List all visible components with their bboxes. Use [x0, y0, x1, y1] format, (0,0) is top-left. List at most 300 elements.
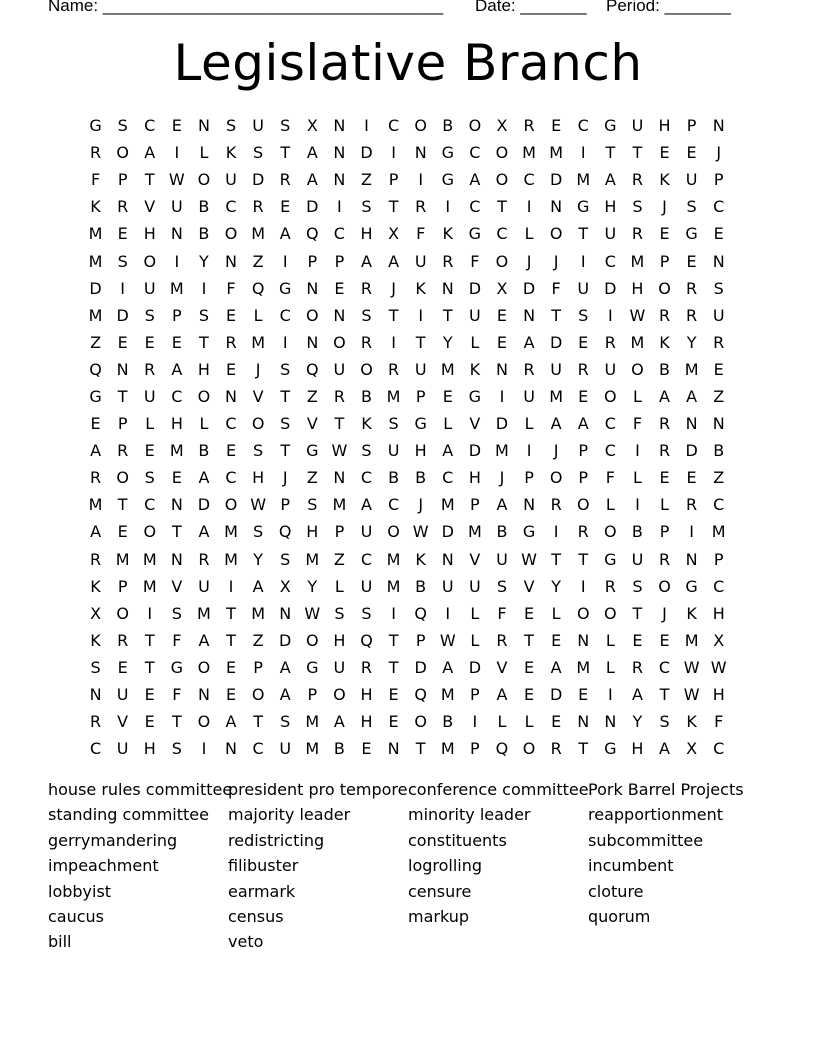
grid-letter[interactable]: P	[280, 495, 291, 515]
grid-letter[interactable]: P	[117, 170, 128, 190]
grid-letter[interactable]: V	[469, 549, 481, 569]
grid-letter[interactable]: I	[391, 332, 396, 352]
grid-letter[interactable]: N	[279, 603, 292, 623]
grid-letter[interactable]: N	[333, 116, 346, 136]
grid-letter[interactable]: X	[496, 278, 508, 298]
grid-letter[interactable]: S	[388, 414, 399, 434]
grid-letter[interactable]: E	[659, 630, 670, 650]
grid-letter[interactable]: E	[686, 468, 697, 488]
grid-letter[interactable]: N	[333, 170, 346, 190]
grid-letter[interactable]: R	[89, 549, 102, 569]
grid-letter[interactable]: G	[170, 657, 184, 677]
grid-letter[interactable]: J	[716, 143, 722, 163]
grid-letter[interactable]: N	[441, 278, 454, 298]
grid-letter[interactable]: R	[631, 170, 643, 190]
grid-letter[interactable]: I	[201, 739, 207, 759]
grid-letter[interactable]: A	[333, 712, 345, 732]
grid-letter[interactable]: L	[470, 630, 480, 650]
grid-letter[interactable]: Z	[361, 170, 372, 190]
grid-letter[interactable]: I	[418, 305, 424, 325]
grid-letter[interactable]: G	[685, 576, 698, 596]
grid-letter[interactable]: T	[171, 712, 182, 732]
grid-letter[interactable]: U	[604, 224, 617, 244]
grid-letter[interactable]: U	[523, 386, 535, 406]
grid-letter[interactable]: O	[116, 603, 129, 623]
grid-letter[interactable]: T	[117, 386, 128, 406]
grid-letter[interactable]: D	[279, 630, 292, 650]
grid-letter[interactable]: I	[337, 197, 342, 217]
grid-letter[interactable]: C	[387, 495, 400, 515]
grid-letter[interactable]: P	[659, 522, 670, 542]
grid-letter[interactable]: F	[416, 224, 426, 244]
grid-letter[interactable]: T	[632, 143, 643, 163]
grid-letter[interactable]: S	[361, 305, 372, 325]
grid-letter[interactable]: S	[280, 116, 291, 136]
grid-letter[interactable]: T	[280, 441, 291, 461]
grid-letter[interactable]: T	[171, 522, 182, 542]
grid-letter[interactable]: F	[226, 278, 236, 298]
grid-letter[interactable]: M	[440, 359, 455, 379]
grid-letter[interactable]: E	[659, 143, 670, 163]
grid-letter[interactable]: S	[90, 657, 101, 677]
grid-letter[interactable]: O	[387, 522, 400, 542]
grid-letter[interactable]: O	[658, 576, 671, 596]
grid-letter[interactable]: Z	[306, 468, 318, 488]
grid-letter[interactable]: D	[685, 441, 698, 461]
grid-letter[interactable]: O	[224, 495, 238, 515]
grid-letter[interactable]: N	[523, 495, 536, 515]
grid-letter[interactable]: S	[198, 305, 209, 325]
grid-letter[interactable]: S	[578, 305, 589, 325]
grid-letter[interactable]: C	[604, 441, 616, 461]
grid-letter[interactable]: T	[578, 549, 589, 569]
grid-letter[interactable]: U	[143, 278, 156, 298]
grid-letter[interactable]: E	[713, 359, 724, 379]
grid-letter[interactable]: K	[225, 143, 237, 163]
grid-letter[interactable]: B	[198, 197, 210, 217]
grid-letter[interactable]: E	[361, 739, 372, 759]
grid-letter[interactable]: N	[685, 549, 698, 569]
grid-letter[interactable]: O	[604, 386, 617, 406]
grid-letter[interactable]: W	[683, 685, 700, 705]
grid-letter[interactable]: O	[604, 522, 617, 542]
grid-letter[interactable]: A	[442, 441, 454, 461]
grid-letter[interactable]: T	[226, 603, 236, 623]
grid-letter[interactable]: C	[387, 116, 400, 136]
grid-letter[interactable]: M	[305, 712, 320, 732]
grid-letter[interactable]: A	[686, 386, 698, 406]
grid-letter[interactable]: S	[253, 522, 264, 542]
grid-letter[interactable]: C	[577, 116, 589, 136]
grid-letter[interactable]: R	[658, 305, 671, 325]
grid-letter[interactable]: H	[360, 712, 373, 732]
grid-letter[interactable]: M	[386, 576, 401, 596]
grid-letter[interactable]: R	[550, 739, 562, 759]
grid-letter[interactable]: P	[334, 522, 345, 542]
grid-letter[interactable]: M	[576, 170, 591, 190]
grid-letter[interactable]: N	[550, 197, 563, 217]
grid-letter[interactable]: U	[469, 576, 481, 596]
grid-letter[interactable]: N	[170, 224, 183, 244]
grid-letter[interactable]: R	[89, 468, 102, 488]
grid-letter[interactable]: G	[89, 116, 102, 136]
grid-letter[interactable]: I	[418, 170, 424, 190]
grid-letter[interactable]: R	[577, 522, 589, 542]
grid-letter[interactable]: A	[523, 332, 535, 352]
grid-letter[interactable]: I	[364, 116, 369, 136]
grid-letter[interactable]: T	[253, 712, 263, 732]
grid-letter[interactable]: E	[117, 657, 128, 677]
grid-letter[interactable]: I	[635, 495, 640, 515]
grid-letter[interactable]: N	[685, 414, 698, 434]
grid-letter[interactable]: X	[279, 576, 291, 596]
grid-letter[interactable]: V	[252, 386, 264, 406]
grid-letter[interactable]: R	[686, 305, 698, 325]
grid-letter[interactable]: M	[88, 224, 103, 244]
grid-letter[interactable]: C	[279, 305, 291, 325]
grid-letter[interactable]: U	[414, 359, 427, 379]
grid-letter[interactable]: B	[631, 522, 643, 542]
grid-letter[interactable]: E	[551, 116, 562, 136]
grid-letter[interactable]: D	[468, 441, 482, 461]
grid-letter[interactable]: E	[551, 630, 562, 650]
grid-letter[interactable]: B	[713, 441, 725, 461]
grid-letter[interactable]: I	[526, 197, 532, 217]
grid-letter[interactable]: E	[144, 332, 155, 352]
grid-letter[interactable]: C	[604, 251, 616, 271]
grid-letter[interactable]: W	[629, 305, 646, 325]
grid-letter[interactable]: R	[686, 278, 698, 298]
grid-letter[interactable]: O	[576, 603, 590, 623]
grid-letter[interactable]: I	[635, 441, 640, 461]
grid-letter[interactable]: W	[710, 657, 727, 677]
grid-letter[interactable]: M	[224, 522, 238, 542]
grid-letter[interactable]: D	[495, 414, 509, 434]
grid-letter[interactable]: M	[251, 603, 266, 623]
grid-letter[interactable]: O	[116, 143, 129, 163]
grid-letter[interactable]: I	[445, 197, 451, 217]
grid-letter[interactable]: U	[414, 251, 427, 271]
grid-letter[interactable]: T	[144, 657, 155, 677]
grid-letter[interactable]: A	[388, 251, 400, 271]
grid-letter[interactable]: R	[360, 332, 373, 352]
grid-letter[interactable]: Q	[360, 630, 373, 650]
grid-letter[interactable]: C	[496, 224, 508, 244]
grid-letter[interactable]: O	[197, 657, 211, 677]
grid-letter[interactable]: L	[199, 414, 209, 434]
grid-letter[interactable]: I	[391, 143, 396, 163]
grid-letter[interactable]: J	[553, 441, 559, 461]
grid-letter[interactable]: D	[549, 685, 563, 705]
grid-letter[interactable]: O	[143, 251, 157, 271]
grid-letter[interactable]: A	[144, 143, 156, 163]
grid-letter[interactable]: A	[279, 224, 291, 244]
grid-letter[interactable]: A	[361, 495, 372, 515]
grid-letter[interactable]: O	[197, 170, 211, 190]
grid-letter[interactable]: X	[713, 630, 725, 650]
grid-letter[interactable]: C	[144, 116, 156, 136]
grid-letter[interactable]: T	[388, 630, 399, 650]
grid-letter[interactable]: M	[711, 522, 726, 542]
grid-letter[interactable]: T	[551, 305, 562, 325]
grid-letter[interactable]: T	[605, 143, 616, 163]
grid-letter[interactable]: U	[631, 549, 644, 569]
grid-letter[interactable]: N	[495, 359, 508, 379]
grid-letter[interactable]: I	[282, 251, 288, 271]
grid-letter[interactable]: T	[497, 197, 507, 217]
grid-letter[interactable]: U	[170, 197, 183, 217]
grid-letter[interactable]: O	[604, 603, 617, 623]
grid-letter[interactable]: R	[658, 549, 671, 569]
grid-letter[interactable]: U	[116, 685, 129, 705]
grid-letter[interactable]: E	[551, 712, 562, 732]
grid-letter[interactable]: E	[171, 116, 182, 136]
grid-letter[interactable]: P	[470, 495, 480, 515]
grid-letter[interactable]: T	[415, 739, 426, 759]
grid-letter[interactable]: T	[144, 170, 155, 190]
grid-letter[interactable]: S	[171, 603, 182, 623]
grid-letter[interactable]: G	[468, 386, 482, 406]
grid-letter[interactable]: N	[333, 143, 346, 163]
grid-letter[interactable]: S	[632, 576, 643, 596]
grid-letter[interactable]: P	[659, 251, 670, 271]
grid-letter[interactable]: P	[524, 468, 534, 488]
grid-letter[interactable]: A	[361, 251, 372, 271]
grid-letter[interactable]: L	[253, 305, 263, 325]
grid-letter[interactable]: T	[144, 630, 155, 650]
grid-letter[interactable]: R	[523, 359, 535, 379]
grid-letter[interactable]: K	[442, 224, 454, 244]
grid-letter[interactable]: H	[170, 414, 183, 434]
grid-letter[interactable]: O	[197, 712, 211, 732]
grid-letter[interactable]: L	[551, 603, 561, 623]
grid-letter[interactable]: Y	[253, 549, 263, 569]
grid-letter[interactable]: U	[333, 657, 346, 677]
grid-letter[interactable]: M	[332, 495, 347, 515]
grid-letter[interactable]: C	[469, 143, 481, 163]
grid-letter[interactable]: W	[439, 630, 456, 650]
grid-letter[interactable]: P	[578, 468, 589, 488]
grid-letter[interactable]: E	[686, 143, 697, 163]
grid-letter[interactable]: G	[441, 170, 454, 190]
grid-letter[interactable]: S	[171, 739, 182, 759]
grid-letter[interactable]: B	[198, 441, 210, 461]
grid-letter[interactable]: T	[659, 685, 670, 705]
grid-letter[interactable]: T	[524, 630, 534, 650]
grid-letter[interactable]: U	[198, 576, 210, 596]
grid-letter[interactable]: B	[442, 712, 454, 732]
grid-letter[interactable]: J	[255, 359, 261, 379]
grid-letter[interactable]: A	[90, 441, 102, 461]
grid-letter[interactable]: N	[197, 685, 210, 705]
grid-letter[interactable]: E	[225, 359, 237, 379]
grid-letter[interactable]: B	[496, 522, 508, 542]
grid-letter[interactable]: F	[497, 603, 507, 623]
grid-letter[interactable]: N	[604, 712, 617, 732]
grid-letter[interactable]: E	[578, 685, 589, 705]
grid-letter[interactable]: N	[225, 251, 237, 271]
grid-letter[interactable]: U	[252, 116, 264, 136]
grid-letter[interactable]: H	[631, 278, 644, 298]
grid-letter[interactable]: A	[604, 170, 616, 190]
grid-letter[interactable]: C	[333, 224, 345, 244]
grid-letter[interactable]: I	[526, 441, 532, 461]
grid-letter[interactable]: W	[331, 441, 348, 461]
grid-letter[interactable]: L	[334, 576, 344, 596]
grid-letter[interactable]: U	[116, 739, 129, 759]
grid-letter[interactable]: D	[414, 657, 427, 677]
grid-letter[interactable]: U	[712, 305, 725, 325]
grid-letter[interactable]: O	[306, 305, 319, 325]
grid-letter[interactable]: J	[526, 251, 532, 271]
grid-letter[interactable]: E	[523, 685, 535, 705]
grid-letter[interactable]: R	[631, 657, 643, 677]
grid-letter[interactable]: G	[441, 143, 454, 163]
grid-letter[interactable]: O	[251, 685, 265, 705]
grid-letter[interactable]: T	[442, 305, 453, 325]
grid-letter[interactable]: F	[470, 251, 480, 271]
grid-letter[interactable]: A	[198, 630, 210, 650]
grid-letter[interactable]: E	[578, 386, 589, 406]
grid-letter[interactable]: R	[658, 441, 671, 461]
grid-letter[interactable]: S	[117, 116, 128, 136]
grid-letter[interactable]: M	[467, 522, 482, 542]
grid-letter[interactable]: O	[549, 224, 563, 244]
grid-letter[interactable]: C	[442, 468, 454, 488]
grid-letter[interactable]: I	[553, 522, 559, 542]
grid-letter[interactable]: O	[576, 495, 590, 515]
grid-letter[interactable]: N	[577, 712, 590, 732]
grid-letter[interactable]: N	[225, 739, 237, 759]
grid-letter[interactable]: E	[334, 278, 345, 298]
grid-letter[interactable]: E	[117, 224, 128, 244]
grid-letter[interactable]: R	[117, 441, 129, 461]
grid-letter[interactable]: S	[334, 603, 345, 623]
grid-letter[interactable]: A	[198, 468, 210, 488]
grid-letter[interactable]: U	[333, 359, 346, 379]
grid-letter[interactable]: L	[605, 495, 615, 515]
grid-letter[interactable]: L	[524, 224, 534, 244]
grid-letter[interactable]: J	[499, 468, 505, 488]
grid-letter[interactable]: G	[414, 414, 427, 434]
grid-letter[interactable]: P	[172, 305, 182, 325]
grid-letter[interactable]: Y	[442, 332, 453, 352]
grid-letter[interactable]: N	[712, 116, 725, 136]
grid-letter[interactable]: R	[279, 170, 291, 190]
grid-letter[interactable]: O	[197, 386, 211, 406]
grid-letter[interactable]: P	[388, 170, 399, 190]
grid-letter[interactable]: F	[714, 712, 724, 732]
grid-letter[interactable]: O	[333, 685, 346, 705]
grid-letter[interactable]: G	[468, 224, 482, 244]
grid-letter[interactable]: D	[549, 170, 563, 190]
grid-letter[interactable]: A	[469, 170, 481, 190]
grid-letter[interactable]: X	[306, 116, 318, 136]
grid-letter[interactable]: I	[472, 712, 478, 732]
grid-letter[interactable]: N	[333, 305, 346, 325]
grid-letter[interactable]: P	[307, 685, 318, 705]
grid-letter[interactable]: L	[605, 630, 615, 650]
grid-letter[interactable]: Q	[306, 224, 319, 244]
grid-letter[interactable]: F	[551, 278, 561, 298]
grid-letter[interactable]: M	[142, 549, 157, 569]
grid-letter[interactable]: I	[174, 251, 180, 271]
grid-letter[interactable]: R	[144, 359, 156, 379]
grid-letter[interactable]: W	[683, 657, 700, 677]
grid-letter[interactable]: T	[578, 224, 589, 244]
grid-letter[interactable]: P	[415, 630, 426, 650]
grid-letter[interactable]: M	[251, 332, 266, 352]
grid-letter[interactable]: T	[388, 197, 399, 217]
grid-letter[interactable]: L	[443, 414, 453, 434]
grid-letter[interactable]: N	[712, 251, 725, 271]
grid-letter[interactable]: M	[440, 739, 455, 759]
grid-letter[interactable]: P	[470, 739, 480, 759]
grid-letter[interactable]: E	[632, 630, 643, 650]
grid-letter[interactable]: U	[577, 278, 590, 298]
grid-letter[interactable]: D	[468, 657, 482, 677]
grid-letter[interactable]: A	[171, 359, 183, 379]
grid-letter[interactable]: C	[360, 549, 373, 569]
grid-letter[interactable]: R	[442, 251, 454, 271]
grid-letter[interactable]: A	[198, 522, 210, 542]
grid-letter[interactable]: N	[577, 630, 590, 650]
grid-letter[interactable]: P	[334, 251, 345, 271]
grid-letter[interactable]: O	[658, 278, 671, 298]
grid-letter[interactable]: M	[88, 305, 103, 325]
grid-letter[interactable]: I	[201, 278, 207, 298]
grid-letter[interactable]: I	[120, 278, 125, 298]
grid-letter[interactable]: K	[659, 170, 670, 190]
grid-letter[interactable]: E	[171, 468, 182, 488]
grid-letter[interactable]: I	[499, 386, 505, 406]
grid-letter[interactable]: L	[524, 712, 534, 732]
grid-letter[interactable]: I	[607, 305, 613, 325]
grid-letter[interactable]: D	[89, 278, 102, 298]
grid-letter[interactable]: P	[470, 685, 480, 705]
grid-letter[interactable]: K	[686, 603, 697, 623]
grid-letter[interactable]: O	[224, 224, 238, 244]
grid-letter[interactable]: D	[360, 143, 373, 163]
grid-letter[interactable]: E	[90, 414, 101, 434]
grid-letter[interactable]: L	[497, 712, 507, 732]
grid-letter[interactable]: E	[144, 712, 155, 732]
grid-letter[interactable]: A	[306, 143, 318, 163]
grid-letter[interactable]: U	[550, 359, 562, 379]
grid-letter[interactable]: M	[440, 495, 455, 515]
grid-letter[interactable]: V	[523, 576, 535, 596]
grid-letter[interactable]: A	[279, 657, 291, 677]
grid-letter[interactable]: K	[469, 359, 481, 379]
grid-letter[interactable]: I	[689, 522, 694, 542]
grid-letter[interactable]: N	[170, 549, 183, 569]
grid-letter[interactable]: S	[280, 549, 291, 569]
grid-letter[interactable]: U	[631, 116, 644, 136]
grid-letter[interactable]: J	[553, 251, 559, 271]
grid-letter[interactable]: G	[604, 116, 617, 136]
grid-letter[interactable]: Z	[90, 332, 102, 352]
grid-letter[interactable]: O	[495, 143, 509, 163]
grid-letter[interactable]: A	[496, 495, 508, 515]
grid-letter[interactable]: D	[306, 197, 319, 217]
grid-letter[interactable]: U	[279, 739, 292, 759]
grid-letter[interactable]: C	[604, 414, 616, 434]
grid-letter[interactable]: R	[713, 332, 725, 352]
grid-letter[interactable]: Q	[414, 603, 427, 623]
grid-letter[interactable]: T	[117, 495, 128, 515]
grid-letter[interactable]: F	[632, 414, 643, 434]
grid-letter[interactable]: N	[116, 359, 129, 379]
